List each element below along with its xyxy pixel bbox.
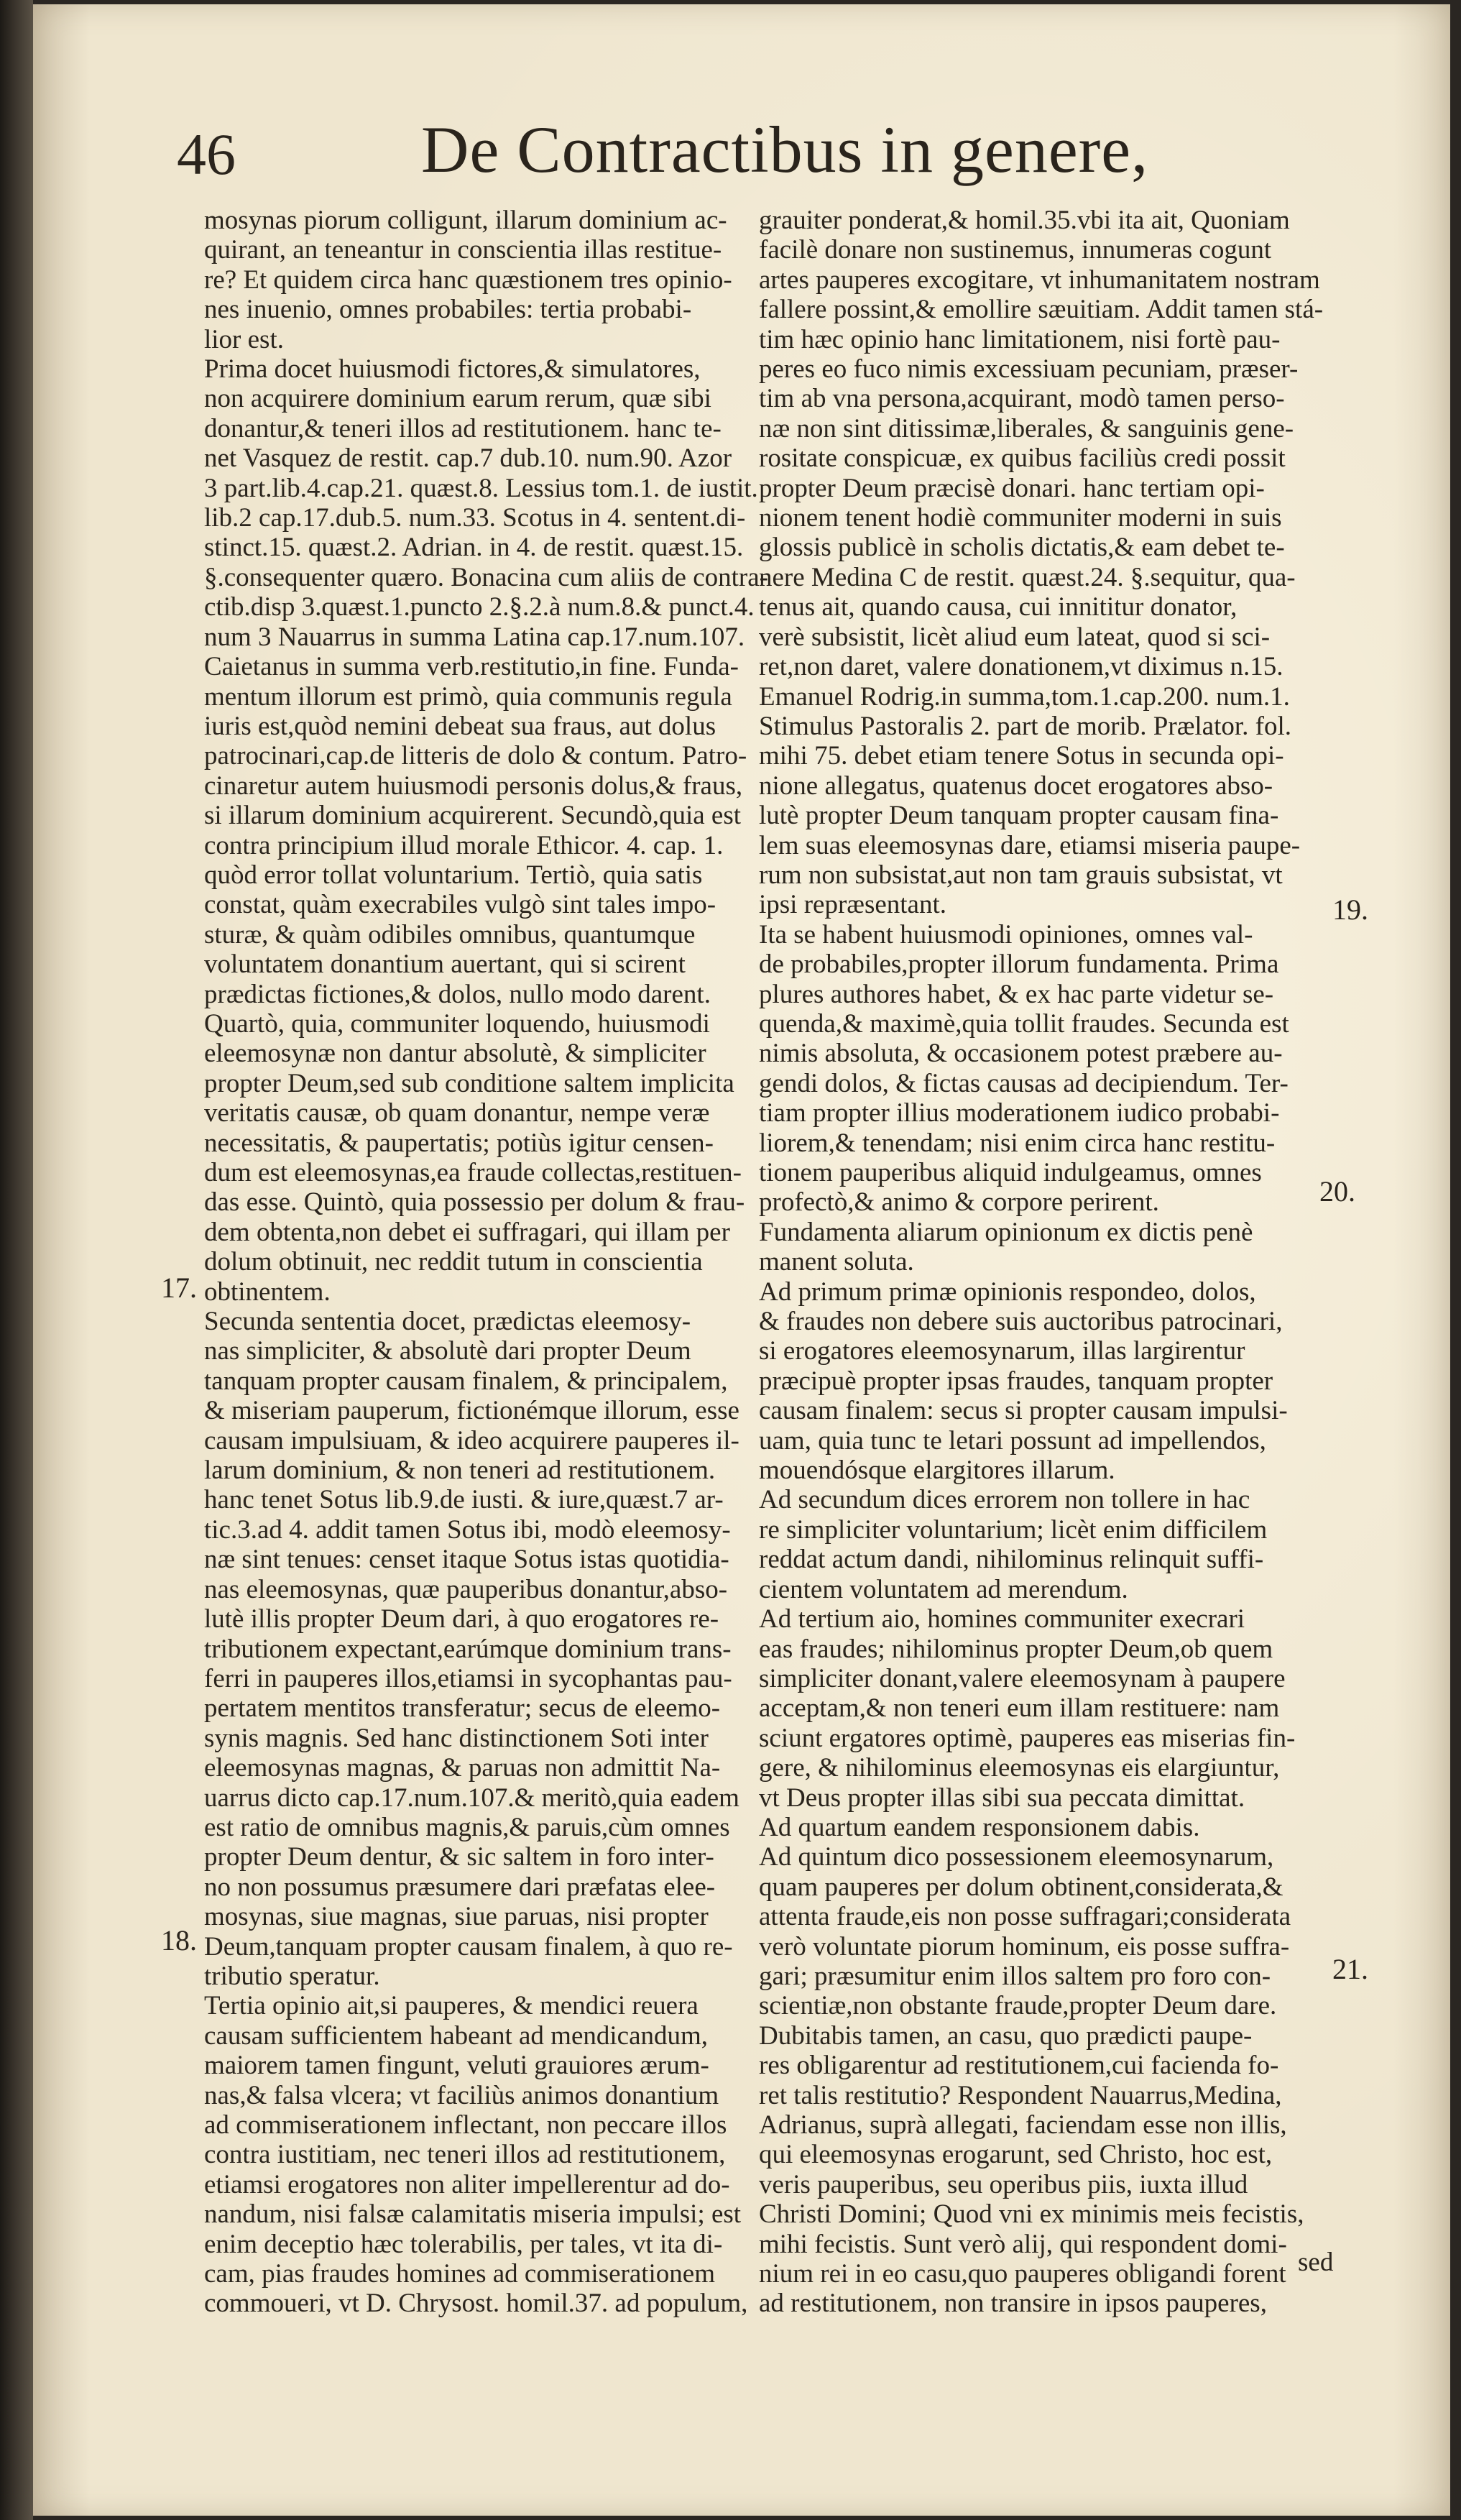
text-line: fallere possint,& emollire sæuitiam. Addit tamen stá- [759, 295, 1324, 325]
text-line: re simpliciter voluntarium; licèt enim difficilem [759, 1514, 1268, 1545]
text-line: præcipuè propter ipsas fraudes, tanquam propter [759, 1366, 1273, 1396]
text-line: net Vasquez de restit. cap.7 dub.10. num.90. Azor [204, 443, 732, 474]
text-line: nere Medina C de restit. quæst.24. §.sequitur, qua- [759, 562, 1296, 592]
margin-number-19: 19. [1332, 893, 1368, 926]
text-line: mouendósque elargitores illarum. [759, 1456, 1115, 1486]
book-page [33, 4, 1450, 2516]
text-line: tim hæc opinio hanc limitationem, nisi fortè pau- [759, 324, 1281, 354]
text-line: cam, pias fraudes homines ad commiserationem [204, 2259, 716, 2289]
text-line: liorem,& tenendam; nisi enim circa hanc restitu- [759, 1128, 1276, 1158]
text-line: Ita se habent huiusmodi opiniones, omnes val- [759, 919, 1253, 949]
text-line: tiam propter illius moderationem iudico probabi- [759, 1098, 1280, 1128]
text-line: næ non sint ditissimæ,liberales, & sanguinis gene- [759, 413, 1294, 443]
text-line: causam impulsiuam, & ideo acquirere pauperes il- [204, 1425, 739, 1456]
text-line: Prima docet huiusmodi fictores,& simulatores, [204, 354, 701, 385]
text-line: causam sufficientem habeant ad mendicandum, [204, 2020, 709, 2051]
text-line: ipsi repræsentant. [759, 890, 947, 920]
text-line: propter Deum,sed sub conditione saltem implicita [204, 1068, 734, 1098]
text-line: §.consequenter quæro. Bonacina cum aliis de contra- [204, 562, 768, 592]
page-number: 46 [177, 121, 236, 187]
margin-number-18: 18. [161, 1924, 197, 1956]
text-line: artes pauperes excogitare, vt inhumanitatem nostram [759, 265, 1320, 295]
text-line: Christi Domini; Quod vni ex minimis meis fecistis, [759, 2199, 1304, 2230]
text-line: voluntatem donantium auertant, qui si scirent [204, 949, 686, 980]
text-line: mosynas, siue magnas, siue paruas, nisi propter [204, 1902, 709, 1932]
text-line: iuris est,quòd nemini debeat sua fraus, aut dolus [204, 711, 716, 741]
text-line: maiorem tamen fingunt, veluti grauiores ærum- [204, 2051, 709, 2081]
text-line: ad commiserationem inflectant, non peccare illos [204, 2110, 727, 2140]
text-line: Dubitabis tamen, an casu, quo prædicti paupe- [759, 2020, 1253, 2051]
text-line: synis magnis. Sed hanc distinctionem Soti inter [204, 1723, 709, 1753]
text-line: hanc tenet Sotus lib.9.de iusti. & iure,quæst.7 ar- [204, 1485, 724, 1515]
text-line: Secunda sententia docet, prædictas eleemosy- [204, 1307, 691, 1337]
text-line: re? Et quidem circa hanc quæstionem tres opinio- [204, 265, 732, 295]
text-line: tenus ait, quando causa, cui innititur donator, [759, 592, 1238, 622]
text-line: verè subsistit, licèt aliud eum lateat, quod si sci- [759, 622, 1271, 652]
text-line: ad restitutionem, non transire in ipsos pauperes, [759, 2289, 1267, 2319]
text-line: simpliciter donant,valere eleemosynam à paupere [759, 1663, 1286, 1693]
left-column [204, 206, 793, 2319]
text-line: patrocinari,cap.de litteris de dolo & contum. Patro- [204, 741, 747, 771]
margin-number-21: 21. [1332, 1953, 1368, 1985]
text-line: est ratio de omnibus magnis,& paruis,cùm omnes [204, 1812, 730, 1842]
catchword: sed [1298, 2248, 1334, 2277]
text-line: ret talis restitutio? Respondent Nauarrus,Medina, [759, 2080, 1282, 2110]
text-line: tributionem expectant,earúmque dominium trans- [204, 1634, 732, 1664]
text-line: verò voluntate piorum hominum, eis posse suffra- [759, 1931, 1290, 1962]
text-line: non acquirere dominium earum rerum, quæ sibi [204, 384, 711, 414]
text-line: gere, & nihilominus eleemosynas eis elargiuntur, [759, 1753, 1280, 1783]
text-line: necessitatis, & paupertatis; potiùs igitur censen- [204, 1128, 714, 1158]
text-line: Emanuel Rodrig.in summa,tom.1.cap.200. num.1. [759, 681, 1290, 712]
text-line: nimis absoluta, & occasionem potest præbere au- [759, 1039, 1283, 1069]
text-line: donantur,& teneri illos ad restitutionem. hanc te- [204, 413, 722, 443]
text-line: de probabiles,propter illorum fundamenta. Prima [759, 949, 1279, 980]
text-line: ctib.disp 3.quæst.1.puncto 2.§.2.à num.8.& punct.4. [204, 592, 755, 622]
text-line: stinct.15. quæst.2. Adrian. in 4. de restit. quæst.15. [204, 533, 744, 563]
text-line: pertatem mentitos transferatur; secus de eleemo- [204, 1693, 721, 1724]
text-line: dem obtenta,non debet ei suffragari, qui illam per [204, 1217, 730, 1247]
text-line: no non possumus præsumere dari præfatas elee- [204, 1872, 716, 1902]
text-line: tanquam propter causam finalem, & principalem, [204, 1366, 728, 1396]
text-line: num 3 Nauarrus in summa Latina cap.17.num.107. [204, 622, 745, 652]
text-line: facilè donare non sustinemus, innumeras cogunt [759, 235, 1272, 265]
text-line: mihi fecistis. Sunt verò alij, qui respondent domi- [759, 2229, 1287, 2259]
text-line: nas eleemosynas, quæ pauperibus donantur,abso- [204, 1574, 728, 1604]
text-line: grauiter ponderat,& homil.35.vbi ita ait, Quoniam [759, 206, 1290, 235]
text-line: lutè illis propter Deum dari, à quo erogatores re- [204, 1604, 719, 1634]
text-line: contra iustitiam, nec teneri illos ad restitutionem, [204, 2140, 726, 2170]
text-line: contra principium illud morale Ethicor. 4. cap. 1. [204, 830, 724, 860]
text-line: ret,non daret, valere donationem,vt diximus n.15. [759, 652, 1283, 682]
text-line: obtinentem. [204, 1277, 331, 1307]
text-line: Deum,tanquam propter causam finalem, à quo re- [204, 1931, 733, 1962]
text-line: dum est eleemosynas,ea fraude collectas,restituen- [204, 1158, 742, 1187]
text-line: gendi dolos, & fictas causas ad decipiendum. Ter- [759, 1068, 1289, 1098]
text-line: propter Deum dentur, & sic saltem in foro inter- [204, 1842, 714, 1872]
text-line: lib.2 cap.17.dub.5. num.33. Scotus in 4. sentent.di- [204, 503, 746, 533]
text-line: lior est. [204, 324, 284, 354]
text-line: larum dominium, & non teneri ad restitutionem. [204, 1456, 716, 1486]
text-line: nionem tenent hodiè communiter moderni in suis [759, 503, 1282, 533]
text-line: mentum illorum est primò, quia communis regula [204, 681, 732, 712]
text-line: etiamsi erogatores non aliter impellerentur ad do- [204, 2169, 730, 2199]
text-line: ferri in pauperes illos,etiamsi in sycophantas pau- [204, 1663, 732, 1693]
text-line: Adrianus, suprà allegati, faciendam esse non illis, [759, 2110, 1287, 2140]
text-line: dolum obtinuit, nec reddit tutum in conscientia [204, 1247, 703, 1277]
text-line: acceptam,& non teneri eum illam restituere: nam [759, 1693, 1280, 1724]
text-line: quam pauperes per dolum obtinent,considerata,& [759, 1872, 1283, 1902]
text-line: Ad quartum eandem responsionem dabis. [759, 1812, 1200, 1842]
text-line: rositate conspicuæ, ex quibus faciliùs credi possit [759, 443, 1286, 474]
text-line: mosynas piorum colligunt, illarum dominium ac- [204, 206, 727, 235]
text-line: tim ab vna persona,acquirant, modò tamen perso- [759, 384, 1285, 414]
text-line: si illarum dominium acquirerent. Secundò,quia est [204, 801, 742, 831]
text-line: nas simpliciter, & absolutè dari propter Deum [204, 1336, 691, 1366]
text-line: constat, quàm execrabiles vulgò sint tales impo- [204, 890, 716, 920]
text-line: eleemosynas magnas, & paruas non admittit Na- [204, 1753, 721, 1783]
text-line: næ sint tenues: censet itaque Sotus istas quotidia- [204, 1545, 729, 1575]
text-line: sciunt ergatores optimè, pauperes eas miserias fin- [759, 1723, 1296, 1753]
text-line: res obligarentur ad restitutionem,cui facienda fo- [759, 2051, 1279, 2081]
text-line: quòd error tollat voluntarium. Tertiò, quia satis [204, 860, 703, 890]
text-line: Caietanus in summa verb.restitutio,in fine. Funda- [204, 652, 739, 682]
text-line: gari; præsumitur enim illos saltem pro foro con- [759, 1961, 1271, 1991]
text-line: lutè propter Deum tanquam propter causam fina- [759, 801, 1279, 831]
text-line: Fundamenta aliarum opinionum ex dictis penè [759, 1217, 1253, 1247]
text-line: scientiæ,non obstante fraude,propter Deum dare. [759, 1991, 1277, 2021]
margin-number-20: 20. [1319, 1175, 1355, 1208]
text-line: prædictas fictiones,& dolos, nullo modo darent. [204, 979, 711, 1009]
text-line: nium rei in eo casu,quo pauperes obligandi forent [759, 2259, 1286, 2289]
text-line: & miseriam pauperum, fictionémque illorum, esse [204, 1396, 739, 1426]
text-line: tionem pauperibus aliquid indulgeamus, omnes [759, 1158, 1262, 1187]
book-binding-edge [0, 0, 33, 2520]
text-line: commoueri, vt D. Chrysost. homil.37. ad populum, [204, 2289, 748, 2319]
text-line: manent soluta. [759, 1247, 914, 1277]
text-line: Tertia opinio ait,si pauperes, & mendici reuera [204, 1991, 699, 2021]
text-line: nione allegatus, quatenus docet erogatores abso- [759, 771, 1273, 801]
text-line: propter Deum præcisè donari. hanc tertiam opi- [759, 473, 1265, 503]
running-head: De Contractibus in genere, [421, 113, 1149, 186]
text-line: veritatis causæ, ob quam donantur, nempe veræ [204, 1098, 710, 1128]
text-line: Ad secundum dices errorem non tollere in hac [759, 1485, 1250, 1515]
text-line: qui eleemosynas erogarunt, sed Christo, hoc est, [759, 2140, 1273, 2170]
text-line: uam, quia tunc te letari possunt ad impellendos, [759, 1425, 1266, 1456]
text-line: enim deceptio hæc tolerabilis, per tales, vt ita di- [204, 2229, 723, 2259]
text-line: si erogatores eleemosynarum, illas largirentur [759, 1336, 1245, 1366]
text-line: nas,& falsa vlcera; vt faciliùs animos donantium [204, 2080, 719, 2110]
text-line: vt Deus propter illas sibi sua peccata dimittat. [759, 1783, 1245, 1813]
text-line: lem suas eleemosynas dare, etiamsi miseria paupe- [759, 830, 1301, 860]
text-line: eas fraudes; nihilominus propter Deum,ob quem [759, 1634, 1273, 1664]
text-line: mihi 75. debet etiam tenere Sotus in secunda opi- [759, 741, 1284, 771]
text-line: cinaretur autem huiusmodi personis dolus,& fraus, [204, 771, 743, 801]
margin-number-17: 17. [161, 1272, 197, 1304]
text-line: nes inuenio, omnes probabiles: tertia probabi- [204, 295, 692, 325]
text-line: veris pauperibus, seu operibus piis, iuxta illud [759, 2169, 1248, 2199]
text-line: nandum, nisi falsæ calamitatis miseria impulsi; est [204, 2199, 742, 2230]
text-line: Ad primum primæ opinionis respondeo, dolos, [759, 1277, 1256, 1307]
text-line: Quartò, quia, communiter loquendo, huiusmodi [204, 1008, 710, 1039]
text-line: profectò,& animo & corpore perirent. [759, 1187, 1159, 1218]
text-line: uarrus dicto cap.17.num.107.& meritò,quia eadem [204, 1783, 739, 1813]
text-line: Stimulus Pastoralis 2. part de morib. Prælator. fol. [759, 711, 1291, 741]
text-line: attenta fraude,eis non posse suffragari;considerata [759, 1902, 1291, 1932]
text-line: peres eo fuco nimis excessiuam pecuniam, præser- [759, 354, 1299, 385]
text-line: eleemosynæ non dantur absolutè, & simpliciter [204, 1039, 706, 1069]
text-line: Ad quintum dico possessionem eleemosynarum, [759, 1842, 1274, 1872]
text-line: rum non subsistat,aut non tam grauis subsistat, vt [759, 860, 1283, 890]
text-line: quirant, an teneantur in conscientia illas restitue- [204, 235, 722, 265]
text-line: & fraudes non debere suis auctoribus patrocinari, [759, 1307, 1283, 1337]
text-line: glossis publicè in scholis dictatis,& eam debet te- [759, 533, 1285, 563]
text-line: plures authores habet, & ex hac parte videtur se- [759, 979, 1274, 1009]
text-line: sturæ, & quàm odibiles omnibus, quantumque [204, 919, 696, 949]
text-line: causam finalem: secus si propter causam impulsi- [759, 1396, 1288, 1426]
text-line: tributio speratur. [204, 1961, 380, 1991]
text-line: cientem voluntatem ad merendum. [759, 1574, 1128, 1604]
text-line: das esse. Quintò, quia possessio per dolum & frau- [204, 1187, 745, 1218]
right-column [759, 206, 1327, 2319]
text-line: quenda,& maximè,quia tollit fraudes. Secunda est [759, 1008, 1289, 1039]
text-line: tic.3.ad 4. addit tamen Sotus ibi, modò eleemosy- [204, 1514, 731, 1545]
text-line: reddat actum dandi, nihilominus relinquit suffi- [759, 1545, 1264, 1575]
text-line: Ad tertium aio, homines communiter execrari [759, 1604, 1245, 1634]
text-line: 3 part.lib.4.cap.21. quæst.8. Lessius tom.1. de iustit. [204, 473, 758, 503]
